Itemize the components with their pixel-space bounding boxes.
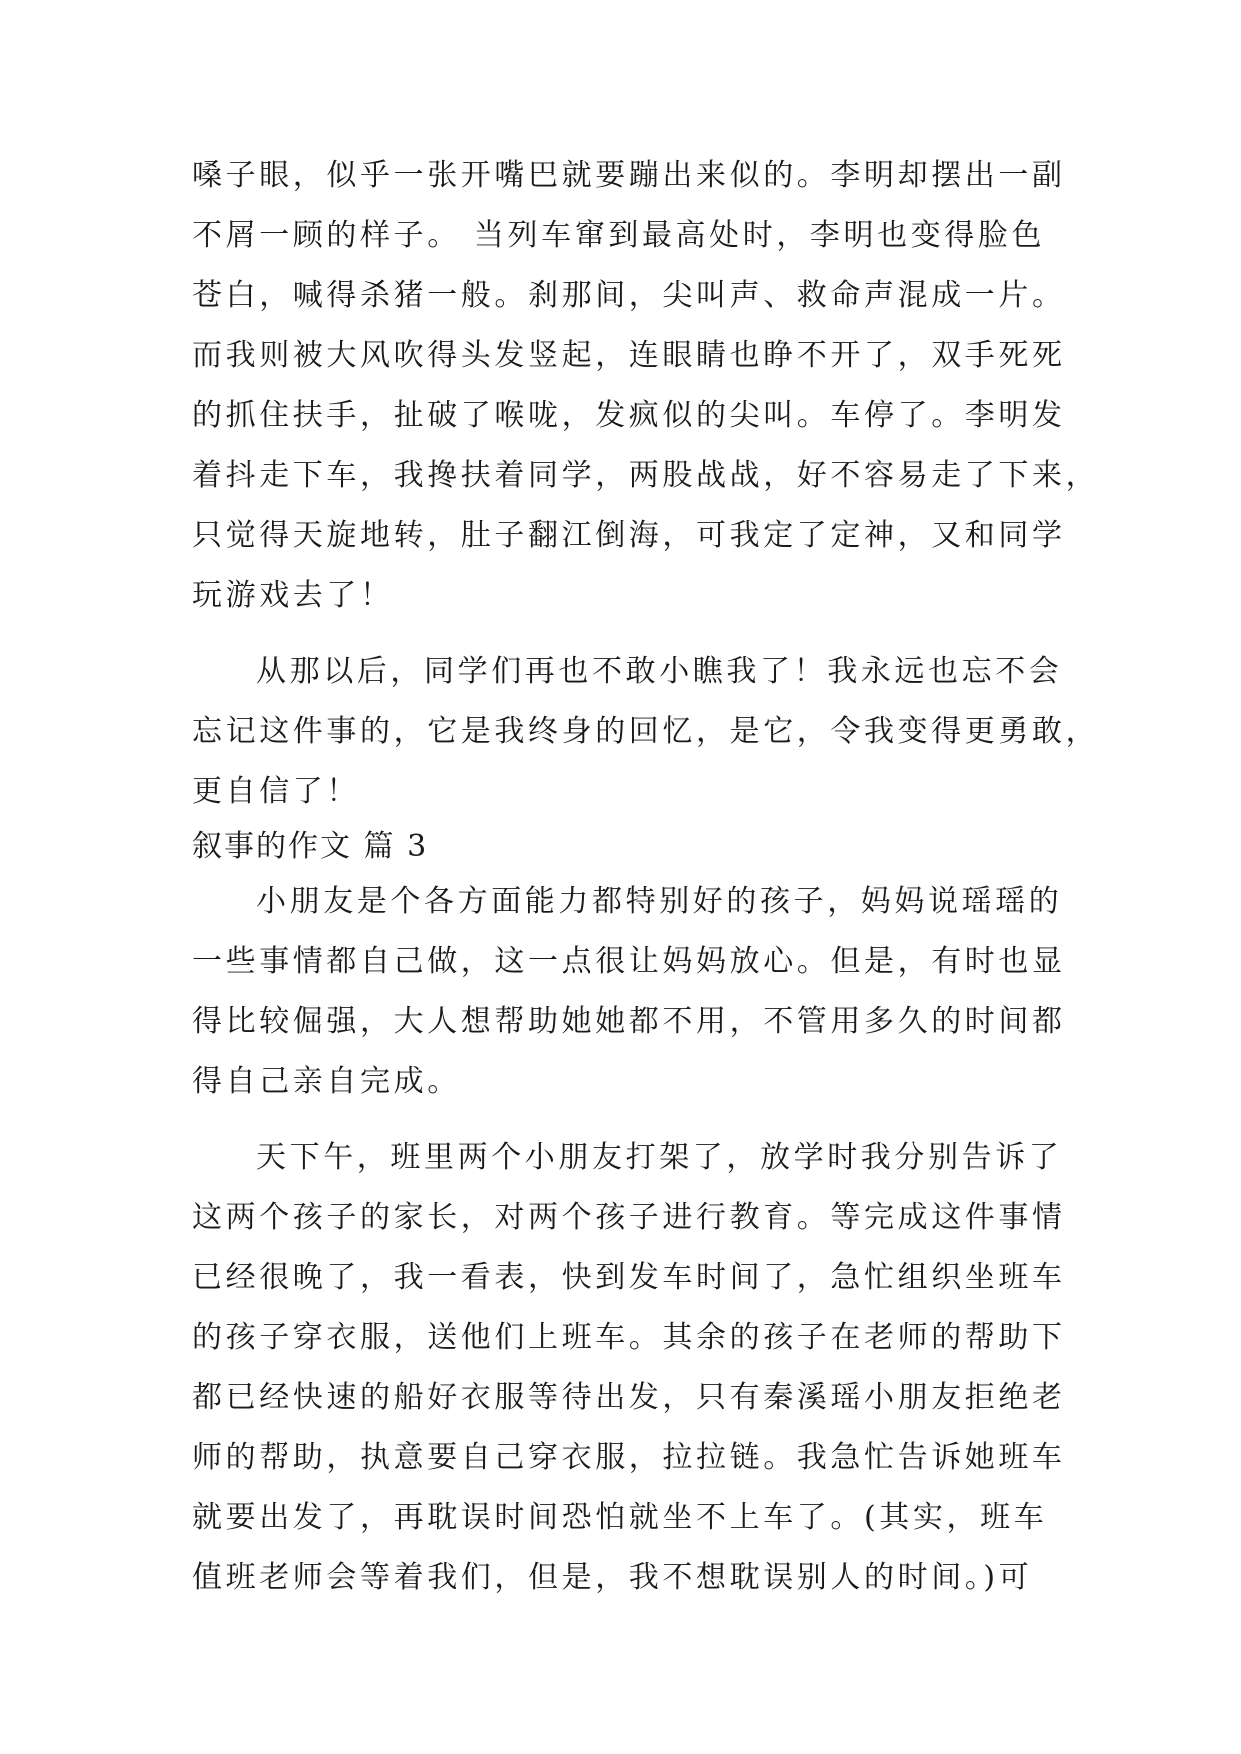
text-line: 得比较倔强，大人想帮助她她都不用，不管用多久的时间都 [192,1004,1066,1039]
text-line: 嗓子眼，似乎一张开嘴巴就要蹦出来似的。李明却摆出一副 [192,158,1066,193]
text-line: 天下午，班里两个小朋友打架了，放学时我分别告诉了 [256,1140,1063,1175]
text-line: 着抖走下车，我搀扶着同学，两股战战，好不容易走了下来， [192,458,1100,493]
document-page [192,146,1100,1608]
text-line: 的抓住扶手，扯破了喉咙，发疯似的尖叫。车停了。李明发 [192,398,1066,433]
text-line: 不屑一顾的样子。 当列车窜到最高处时，李明也变得脸色 [192,218,1046,253]
text-line: 更自信了！ [192,774,360,809]
text-line: 师的帮助，执意要自己穿衣服，拉拉链。我急忙告诉她班车 [192,1440,1066,1475]
text-line: 而我则被大风吹得头发竖起，连眼睛也睁不开了，双手死死 [192,338,1066,373]
text-line: 的孩子穿衣服，送他们上班车。其余的孩子在老师的帮助下 [192,1320,1066,1355]
text-line: 玩游戏去了！ [192,578,394,613]
text-line: 值班老师会等着我们，但是，我不想耽误别人的时间。)可 [192,1560,1033,1595]
text-line: 都已经快速的船好衣服等待出发，只有秦溪瑶小朋友拒绝老 [192,1380,1066,1415]
text-line: 只觉得天旋地转，肚子翻江倒海，可我定了定神，又和同学 [192,518,1066,553]
text-line: 这两个孩子的家长，对两个孩子进行教育。等完成这件事情 [192,1200,1066,1235]
text-line: 就要出发了，再耽误时间恐怕就坐不上车了。(其实，班车 [192,1500,1048,1535]
text-line: 一些事情都自己做，这一点很让妈妈放心。但是，有时也显 [192,944,1066,979]
paragraph-spacer [192,1112,1072,1128]
paragraph [192,146,1100,626]
paragraph [192,872,1072,1112]
paragraph [192,1128,1072,1608]
text-line: 忘记这件事的，它是我终身的回忆，是它，令我变得更勇敢， [192,714,1100,749]
text-line: 苍白，喊得杀猪一般。刹那间，尖叫声、救命声混成一片。 [192,278,1066,313]
text-line: 从那以后，同学们再也不敢小瞧我了！我永远也忘不会 [256,654,1063,689]
paragraph-spacer [192,626,1072,642]
text-line: 小朋友是个各方面能力都特别好的孩子，妈妈说瑶瑶的 [256,884,1063,919]
text-line: 得自己亲自完成。 [192,1064,461,1099]
section-title: 叙事的作文 篇 3 [192,829,429,864]
text-line: 已经很晚了，我一看表，快到发车时间了，急忙组织坐班车 [192,1260,1066,1295]
paragraph [192,642,1100,822]
